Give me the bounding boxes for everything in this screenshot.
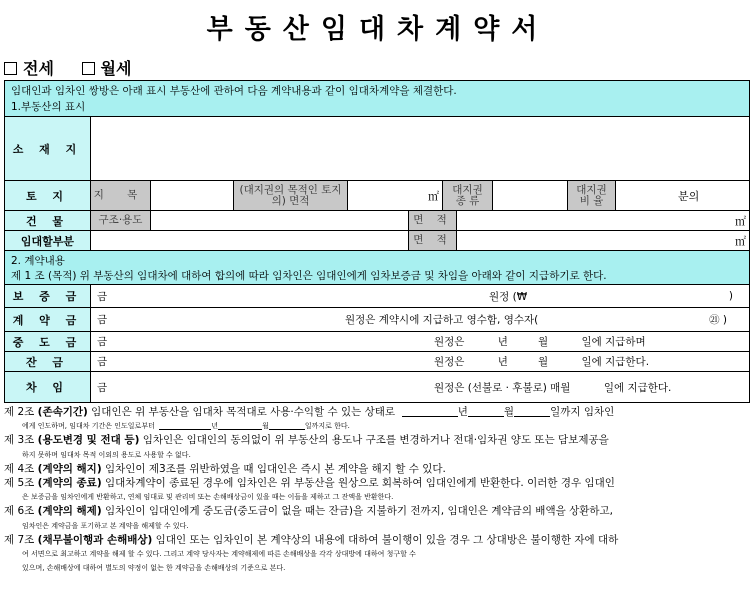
- interim-payment-label: 중 도 금: [5, 332, 91, 351]
- location-label: 소 재 지: [5, 117, 91, 180]
- rent-label: 차 임: [5, 372, 91, 402]
- rental-part-row: [5, 231, 749, 251]
- article-2-day-blank[interactable]: [514, 406, 550, 417]
- article-5-number: 제 5조: [4, 477, 38, 490]
- land-right-ratio-field[interactable]: [616, 181, 749, 210]
- rent-prefix: 금: [97, 381, 108, 394]
- document-title: 부동산임대차계약서: [206, 14, 550, 45]
- deposit-field[interactable]: [91, 285, 749, 307]
- article-2-month-blank[interactable]: [468, 406, 504, 417]
- down-payment-text: 원정은 계약시에 지급하고 영수함, 영수자(: [345, 314, 539, 326]
- article-3: [4, 433, 750, 447]
- building-area-label: 면 적: [409, 211, 457, 230]
- land-area-unit: ㎡: [428, 189, 439, 203]
- balance-text: 원정은 년 월 일에 지급한다.: [434, 356, 650, 368]
- down-payment-label: 계 약 금: [5, 308, 91, 331]
- contract-form-table: [4, 80, 750, 403]
- article-6: [4, 504, 750, 518]
- land-label: 토 지: [5, 181, 91, 210]
- land-row: [5, 181, 749, 211]
- rental-area-unit: ㎡: [735, 234, 746, 248]
- land-category-label: 지 목: [91, 181, 151, 210]
- wolse-option[interactable]: [82, 58, 132, 80]
- article-6-line2: 임차인은 계약금을 포기하고 본 계약을 해제할 수 있다.: [22, 521, 189, 530]
- article-7-body: 임대인 또는 임차인이 본 계약상의 내용에 대하여 불이행이 있을 경우 그 상대방은 불이행한 자에 대하: [152, 533, 619, 546]
- balance-prefix: 금: [97, 356, 108, 368]
- article-7-line2: 여 서면으로 최고하고 계약을 해제 할 수 있다. 그리고 계약 당사자는 계약해제에 따른 손해배상을 각각 상대방에 대하여 청구할 수: [22, 550, 416, 559]
- deposit-tail: ): [728, 290, 733, 302]
- interim-payment-text: 원정은 년 월 일에 지급하며: [434, 336, 646, 348]
- article-3-number: 제 3조: [4, 434, 38, 447]
- deposit-row: [5, 285, 749, 308]
- section2-block: [5, 251, 749, 285]
- balance-row: [5, 352, 749, 372]
- rental-part-label: 임대할부분: [5, 231, 91, 250]
- rent-row: [5, 372, 749, 402]
- article-2-start-month: 월: [262, 422, 269, 431]
- article-7-number: 제 7조: [4, 533, 38, 546]
- article-2-number: 제 2조: [4, 406, 38, 418]
- article1-text: 제 1 조 (목적) 위 부동산의 임대차에 대하여 합의에 따라 임차인은 임대인에게 임차보증금 및 차임을 아래와 같이 지급하기로 한다.: [11, 270, 607, 282]
- deposit-text: 원정 (₩: [489, 290, 528, 303]
- article-2-start-year: 년: [211, 422, 219, 431]
- article-6-number: 제 6조: [4, 505, 38, 518]
- article-4-number: 제 4조: [4, 462, 38, 475]
- article-2-start-year-blank[interactable]: [159, 419, 211, 430]
- down-payment-row: [5, 308, 749, 332]
- wolse-label: 월세: [100, 59, 132, 78]
- jeonse-option[interactable]: [4, 58, 54, 80]
- article-2: [4, 405, 750, 419]
- contract-articles: [4, 405, 750, 575]
- interim-payment-row: [5, 332, 749, 352]
- land-right-ratio-label: 대지권 비 율: [568, 181, 616, 210]
- building-label: 건 물: [5, 211, 91, 230]
- article-6-title: (계약의 해제): [37, 505, 102, 518]
- article-2-start-month-blank[interactable]: [218, 419, 262, 430]
- article-6-body: 임차인이 임대인에게 중도금(중도금이 없을 때는 잔금)을 지불하기 전까지, 임대인은 계약금의 배액을 상환하고,: [101, 505, 613, 518]
- location-row: [5, 117, 749, 181]
- section1-title: 1.부동산의 표시: [11, 101, 86, 113]
- article-2-line2-end: 일까지로 한다.: [304, 422, 350, 431]
- down-payment-field[interactable]: [91, 308, 749, 331]
- rent-text: 원정은 (선불로 · 후불로) 매월 일에 지급한다.: [434, 381, 672, 394]
- article-5-title: (계약의 종료): [37, 477, 102, 490]
- rental-area-field[interactable]: [457, 231, 749, 250]
- balance-label: 잔 금: [5, 352, 91, 371]
- checkbox-wolse[interactable]: [82, 62, 95, 75]
- balance-field[interactable]: [91, 352, 749, 371]
- contract-type-selector: [4, 58, 153, 80]
- structure-field[interactable]: [151, 211, 409, 230]
- land-right-area-label: (대지권의 목적인 토지의) 면적: [234, 181, 348, 210]
- ratio-suffix: 분의: [678, 189, 700, 203]
- location-field[interactable]: [91, 117, 749, 180]
- intro-text: 임대인과 임차인 쌍방은 아래 표시 부동산에 관하여 다음 계약내용과 같이 임대차계약을 체결한다.: [11, 85, 457, 97]
- article-2-start-day-blank[interactable]: [269, 419, 305, 430]
- down-payment-prefix: 금: [97, 314, 108, 326]
- article-3-line2: 하지 못하며 임대차 목적 이외의 용도로 사용할 수 없다.: [22, 450, 191, 459]
- building-row: [5, 211, 749, 231]
- structure-label: 구조·용도: [91, 211, 151, 230]
- article-2-month: 월: [503, 406, 515, 418]
- article-4-title: (계약의 해지): [37, 462, 102, 475]
- article-2-title: (존속기간): [37, 406, 88, 418]
- article-4-body: 임차인이 제3조를 위반하였을 때 임대인은 즉시 본 계약을 해지 할 수 있다.: [101, 462, 446, 475]
- article-3-title: (용도변경 및 전대 등): [37, 434, 140, 447]
- article-2-line2: [4, 419, 750, 433]
- article-2-year: 년: [457, 406, 468, 418]
- article-2-body: 임대인은 위 부동산을 임대차 목적대로 사용·수익할 수 있는 상태로: [87, 406, 396, 418]
- article-2-year-blank[interactable]: [402, 406, 458, 417]
- article-3-body: 임차인은 임대인의 동의없이 위 부동산의 용도나 구조를 변경하거나 전대·임차권 양도 또는 담보제공을: [139, 434, 609, 447]
- jeonse-label: 전세: [23, 59, 54, 78]
- rent-field[interactable]: [91, 372, 749, 402]
- building-area-field[interactable]: [457, 211, 749, 230]
- rental-area-label: 면 적: [409, 231, 457, 250]
- article-7-title: (채무불이행과 손해배상): [37, 533, 153, 546]
- deposit-prefix: 금: [97, 290, 108, 303]
- article-5-body: 임대차계약이 종료된 경우에 임차인은 위 부동산을 원상으로 회복하여 임대인에게 반환한다. 이러한 경우 임대인: [101, 477, 615, 490]
- article-2-line2-text: 에게 인도하며, 임대차 기간은 인도일로부터: [22, 422, 155, 431]
- building-area-unit: ㎡: [735, 214, 746, 228]
- seal-mark: ㉑ ): [709, 314, 727, 326]
- land-right-type-field[interactable]: [493, 181, 568, 210]
- intro-block: [5, 81, 749, 117]
- interim-payment-field[interactable]: [91, 332, 749, 351]
- article-2-end: 일까지 임차인: [550, 406, 615, 418]
- deposit-label: 보 증 금: [5, 285, 91, 307]
- rental-part-field[interactable]: [91, 231, 409, 250]
- article-5-line2: 은 보증금을 임차인에게 반환하고, 연체 임대료 및 관리비 또는 손해배상금이 있을 때는 이들을 제하고 그 잔액을 반환한다.: [22, 493, 394, 502]
- land-right-type-label: 대지권 종 류: [443, 181, 493, 210]
- checkbox-jeonse[interactable]: [4, 62, 17, 75]
- article-4: [4, 462, 750, 476]
- article-7: [4, 533, 750, 547]
- article-5: [4, 476, 750, 490]
- land-area-field[interactable]: [348, 181, 443, 210]
- interim-payment-prefix: 금: [97, 336, 108, 348]
- section2-title: 2. 계약내용: [11, 255, 65, 267]
- article-7-line3: 있으며, 손해배상에 대하여 별도의 약정이 없는 한 계약금을 손해배상의 기준으로 본다.: [22, 564, 286, 573]
- land-category-field[interactable]: [151, 181, 234, 210]
